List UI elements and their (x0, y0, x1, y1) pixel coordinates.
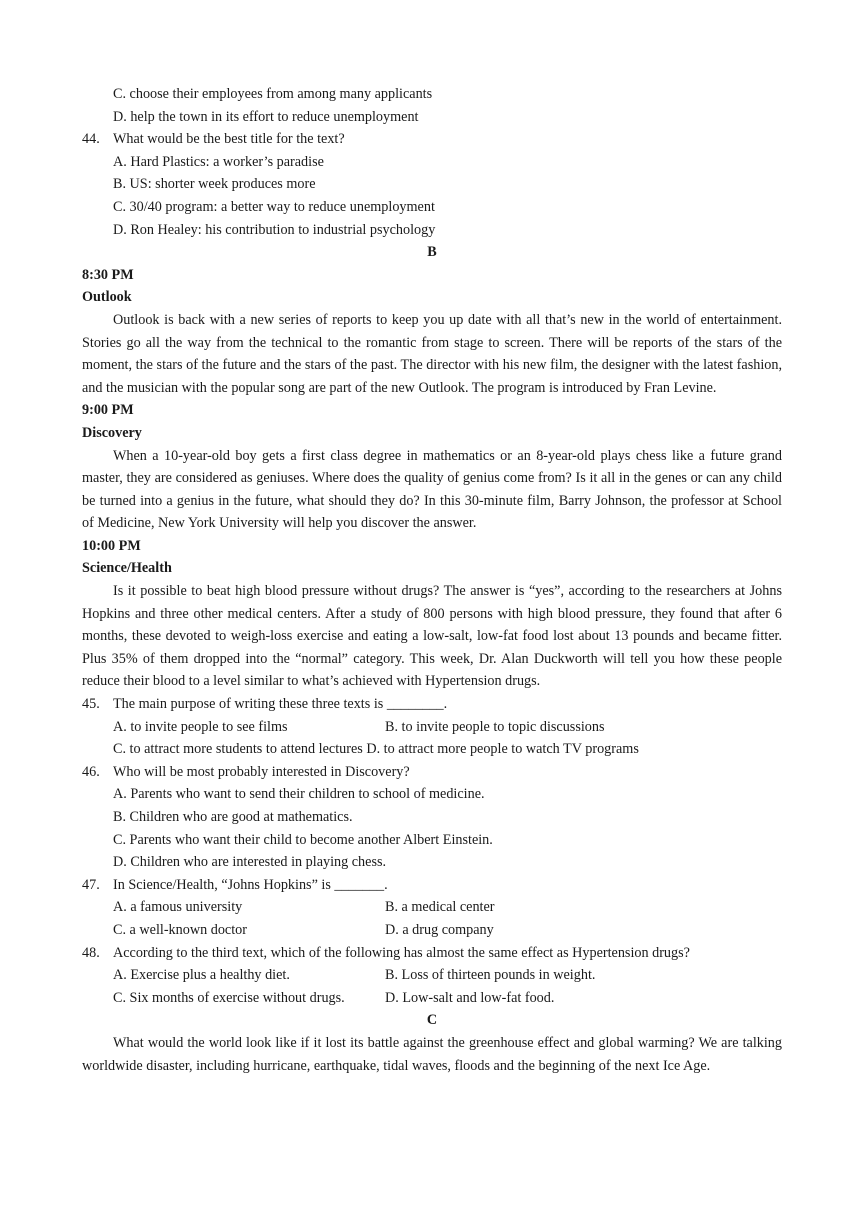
q44-option-c: C. 30/40 program: a better way to reduce unemployment (113, 198, 435, 215)
q46-option-a: A. Parents who want to send their children to school of medicine. (113, 786, 485, 803)
q46-text: Who will be most probably interested in Discovery? (113, 763, 410, 780)
q44-option-a: A. Hard Plastics: a worker’s paradise (113, 153, 324, 170)
section-b-heading: B (427, 244, 437, 261)
q48-stem (82, 942, 782, 965)
program-2-time: 9:00 PM (82, 402, 134, 419)
q44-option-d: D. Ron Healey: his contribution to industrial psychology (113, 221, 436, 238)
program-2-text: When a 10-year-old boy gets a first class degree in mathematics or an 8-year-old plays chess like a future grand master, they are considered as geniuses. Where does the quality of genius come from? Is it all in the genes or can any child be turned into a genius in the future, what should they do? In this 30-minute film, Barry Johnson, the professor at School of Medicine, New York University will help you discover the answer. (82, 447, 782, 532)
q47-options-cd (82, 919, 782, 942)
program-1-title: Outlook (82, 289, 132, 306)
q48-option-d: D. Low-salt and low-fat food. (385, 989, 555, 1006)
q43-option-d: D. help the town in its effort to reduce unemployment (113, 108, 419, 125)
q46-option-b: B. Children who are good at mathematics. (113, 809, 353, 825)
q45-option-a: A. to invite people to see films (113, 718, 288, 735)
q46-stem (82, 761, 782, 784)
q47-option-c: C. a well-known doctor (113, 921, 247, 938)
q46-number: 46. (82, 763, 100, 780)
q46-option-c: C. Parents who want their child to become another Albert Einstein. (113, 831, 493, 848)
program-2-title: Discovery (82, 424, 142, 441)
q45-number: 45. (82, 696, 100, 713)
q44-text: What would be the best title for the text? (113, 131, 345, 148)
program-1-text: Outlook is back with a new series of reports to keep you up date with all that’s new in the world of entertainment. Stories go all the way from the technical to the romantic from stage to screen. There will be reports of the stars of the moment, the stars of the future and the stars of the past. The director with his new film, the designer with the latest fashion, and the musician with the popular song are part of the new Outlook. The program is introduced by Fran Levine. (82, 311, 782, 396)
q47-text: In Science/Health, “Johns Hopkins” is _______. (113, 876, 388, 893)
q48-option-b: B. Loss of thirteen pounds in weight. (385, 967, 596, 984)
program-3-title: Science/Health (82, 560, 172, 577)
program-3-text: Is it possible to beat high blood pressure without drugs? The answer is “yes”, according to the researchers at Johns Hopkins and three other medical centers. After a study of 800 persons with high blood pressure, they found that after 6 months, these devoted to weigh-loss exercise and eating a low-salt, low-fat food lost about 13 pounds and became fitter. Plus 35% of them dropped into the “normal” category. This week, Dr. Alan Duckworth will tell you how these people reduce their blood to a level similar to what’s achieved with Hypertension drugs. (82, 583, 782, 690)
section-c-heading: C (426, 1012, 438, 1029)
q48-text: According to the third text, which of the following has almost the same effect as Hypertension drugs? (113, 944, 690, 961)
q47-option-b: B. a medical center (385, 899, 495, 916)
q48-options-cd (82, 987, 782, 1010)
q43-option-c: C. choose their employees from among many applicants (113, 86, 433, 102)
q47-stem (82, 874, 782, 897)
q46-option-d: D. Children who are interested in playing chess. (113, 854, 387, 871)
program-3-time: 10:00 PM (82, 537, 141, 554)
q45-text: The main purpose of writing these three texts is ________. (113, 696, 448, 713)
q45-option-b: B. to invite people to topic discussions (385, 718, 605, 735)
q45-stem (82, 693, 782, 716)
q45-options-cd: C. to attract more students to attend lectures D. to attract more people to watch TV programs (113, 741, 639, 758)
q47-option-d: D. a drug company (385, 921, 494, 938)
section-c-text: What would the world look like if it lost its battle against the greenhouse effect and global warming? We are talking worldwide disaster, including hurricane, earthquake, tidal waves, floods and the beginning of the next Ice Age. (82, 1034, 782, 1074)
q44-option-b: B. US: shorter week produces more (113, 176, 316, 193)
q44-stem (82, 128, 782, 151)
q47-option-a: A. a famous university (113, 899, 243, 916)
q44-number: 44. (82, 131, 100, 148)
q45-options-ab (82, 716, 782, 739)
q47-options-ab (82, 896, 782, 919)
q48-option-c: C. Six months of exercise without drugs. (113, 989, 345, 1006)
document-page (82, 83, 782, 1077)
q48-options-ab (82, 964, 782, 987)
q47-number: 47. (82, 876, 100, 893)
q48-option-a: A. Exercise plus a healthy diet. (113, 967, 290, 984)
program-1-time: 8:30 PM (82, 266, 134, 283)
q48-number: 48. (82, 944, 100, 961)
